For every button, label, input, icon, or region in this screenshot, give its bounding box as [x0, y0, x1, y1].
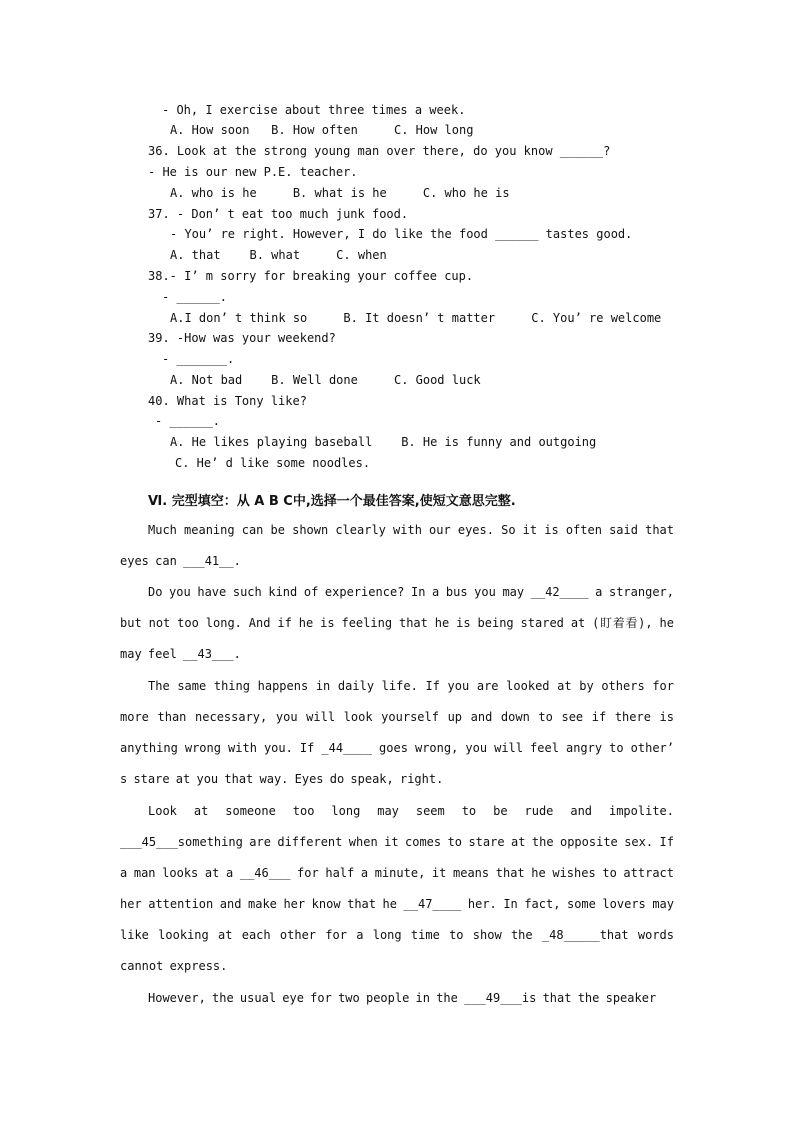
question-40: 40. What is Tony like? [148, 394, 307, 408]
passage-paragraph: Look at someone too long may seem to be rude and impolite. ___45___something are different when it comes to stare at the opposite sex. If a man looks at a __46___ for half a minute, it means that he wishes to attract her attention and make her know that he __47____ her. In fact, some lovers may like looking at each other for a long time to show the _48_____that words cannot express. [120, 804, 674, 973]
passage-paragraph: The same thing happens in daily life. If you are looked at by others for more than necessary, you will look yourself up and down to see if there is anything wrong with you. If _44____ goes wrong, you will feel angry to other’ s stare at you that way. Eyes do speak, right. [120, 679, 674, 786]
question-36-options: A. who is he B. what is he C. who he is [170, 186, 510, 200]
question-36-answer: - He is our new P.E. teacher. [148, 165, 358, 179]
passage-paragraph: Much meaning can be shown clearly with our eyes. So it is often said that eyes can ___41__. [120, 523, 674, 568]
question-37-options: A. that B. what C. when [170, 248, 387, 262]
question-39-answer: - _______. [162, 352, 235, 366]
question-35-answer: - Oh, I exercise about three times a week. [162, 103, 466, 117]
question-38-options: A.I don’ t think so B. It doesn’ t matter C. You’ re welcome [170, 311, 662, 325]
passage-paragraph: Do you have such kind of experience? In a bus you may __42____ a stranger, but not too long. And if he is feeling that he is being stared at (盯着看), he may feel __43___. [120, 585, 674, 661]
question-35-options: A. How soon B. How often C. How long [170, 123, 474, 137]
question-37-answer: - You’ re right. However, I do like the food ______ tastes good. [170, 227, 633, 241]
section-heading: Ⅵ. 完型填空：从 A B C中,选择一个最佳答案,使短文意思完整. [148, 494, 516, 509]
question-36: 36. Look at the strong young man over there, do you know ______? [148, 144, 611, 158]
question-40-option-c: C. He’ d like some noodles. [175, 456, 371, 470]
question-40-options: A. He likes playing baseball B. He is funny and outgoing [170, 435, 597, 449]
question-37: 37. - Don’ t eat too much junk food. [148, 207, 409, 221]
passage-paragraph: However, the usual eye for two people in the ___49___is that the speaker [148, 991, 657, 1005]
question-39-options: A. Not bad B. Well done C. Good luck [170, 373, 481, 387]
question-38-answer: - ______. [162, 290, 228, 304]
question-38: 38.- I’ m sorry for breaking your coffee cup. [148, 269, 474, 283]
question-39: 39. -How was your weekend? [148, 331, 336, 345]
question-40-answer: - ______. [155, 414, 221, 428]
